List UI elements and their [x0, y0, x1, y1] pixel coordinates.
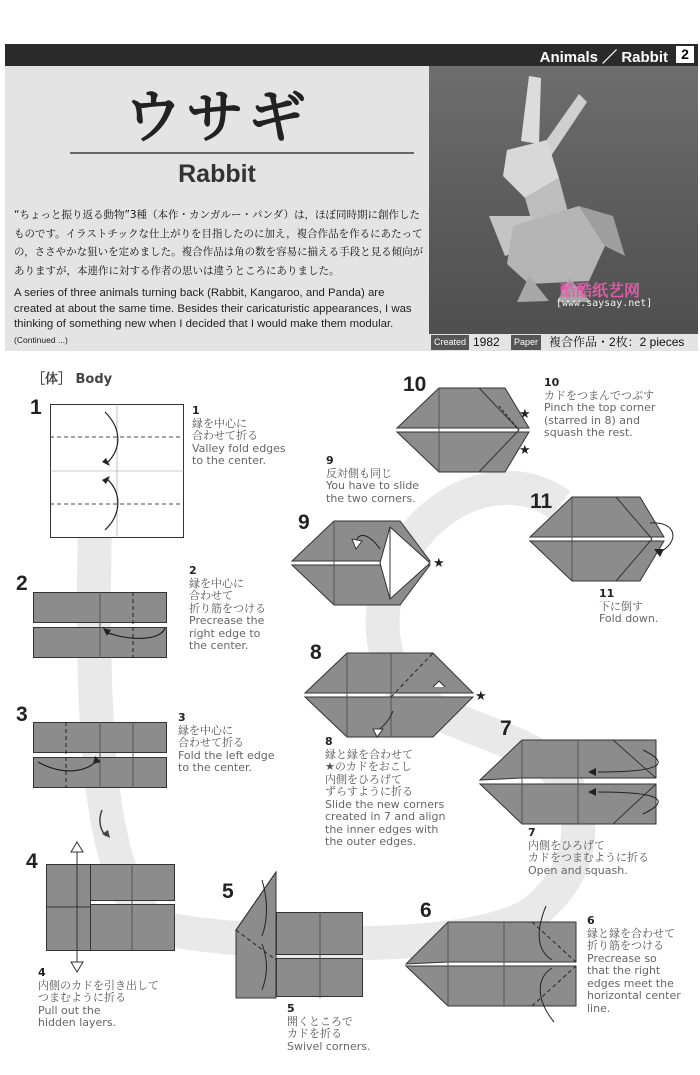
- step-6-caption-number: 6: [587, 914, 595, 927]
- step-1-caption-number: 1: [192, 404, 200, 417]
- step-7-text-en: Open and squash.: [528, 863, 628, 877]
- step-8-text-jp: 縁と縁を合わせて ★のカドをおこし 内側をひろげて ずらすように折る: [325, 747, 413, 798]
- step-9-text-jp: 反対側も同じ: [326, 466, 392, 480]
- step-11-diagram: [528, 495, 688, 585]
- step-2-number: 2: [16, 572, 28, 595]
- top-bar: [5, 44, 698, 66]
- step-2-caption: [189, 565, 266, 653]
- step-1-caption: [192, 405, 286, 468]
- page-title-en: Rabbit: [178, 160, 256, 188]
- meta-bar: [429, 334, 698, 351]
- step-4-text-jp: 内側のカドを引き出して つまむように折る: [38, 978, 159, 1004]
- step-1-diagram: [50, 404, 184, 538]
- step-6-number: 6: [420, 899, 432, 922]
- step-11-caption: [599, 588, 658, 626]
- watermark-url: [www.saysay.net]: [556, 298, 653, 309]
- step-8-diagram: [303, 651, 493, 741]
- step-6-diagram: [404, 920, 584, 1010]
- step-5-caption-number: 5: [287, 1002, 295, 1015]
- step-6-caption: [587, 915, 681, 1015]
- step-5-text-jp: 開くところで カドを折る: [287, 1014, 353, 1040]
- step-10-text-jp: カドをつまんでつぶす: [544, 388, 654, 402]
- step-3-text-jp: 縁を中心に 合わせて折る: [178, 723, 244, 749]
- step-3-caption: [178, 712, 275, 775]
- step-11-text-en: Fold down.: [599, 612, 659, 625]
- step-5-text-en: Swivel corners.: [287, 1039, 371, 1053]
- step-8-text-en: Slide the new corners created in 7 and align the inner edges with the outer edges.: [325, 797, 446, 848]
- step-4-number: 4: [26, 850, 38, 873]
- step-10-caption-number: 10: [544, 376, 560, 389]
- step-6-text-jp: 縁と縁を合わせて 折り筋をつける: [587, 926, 675, 952]
- title-divider: [70, 152, 414, 154]
- step-10-number: 10: [403, 373, 427, 396]
- section-title: ［体］ Body: [32, 372, 113, 387]
- star-icon: ★: [433, 556, 445, 571]
- step-4-caption: [38, 967, 159, 1030]
- step-11-number: 11: [530, 490, 553, 513]
- star-icon: ★: [519, 443, 531, 458]
- step-2-text-en: Precrease the right edge to the center.: [189, 614, 265, 652]
- step-7-diagram: [478, 738, 668, 828]
- created-label: Created: [431, 335, 469, 350]
- step-8-number: 8: [310, 641, 322, 664]
- paper-label: Paper: [511, 335, 541, 350]
- description-jp: “ちょっと振り返る動物”3種（本作・カンガルー・パンダ）は，ほぼ同時期に創作したものです。イラストチックな仕上がりを目指したのに加え，複合作品を作るにあたっての，ささやかな狙いを定めました。複合作品は角の数を容易に揃える手段と見る傾向がありますが，本連作に対する作者の思いは違うところにありました。: [14, 209, 424, 277]
- step-11-caption-number: 11: [599, 587, 615, 600]
- created-value: 1982: [473, 335, 500, 349]
- step-1-number: 1: [30, 396, 42, 419]
- page-number: 2: [676, 46, 694, 63]
- step-3-caption-number: 3: [178, 711, 186, 724]
- step-7-number: 7: [500, 717, 512, 740]
- step-3-diagram: [33, 722, 167, 788]
- step-7-caption-number: 7: [528, 826, 536, 839]
- step-4-diagram: [44, 842, 178, 972]
- step-2-diagram: [33, 592, 173, 658]
- step-1-text-jp: 縁を中心に 合わせて折る: [192, 416, 258, 442]
- step-8-caption-number: 8: [325, 735, 333, 748]
- continued-note: (Continued ...): [14, 334, 68, 345]
- flow-arrow-down-icon: [96, 808, 116, 840]
- step-6-text-en: Precrease so that the right edges meet the horizontal center line.: [587, 951, 681, 1015]
- step-3-text-en: Fold the left edge to the center.: [178, 748, 275, 774]
- step-2-text-jp: 縁を中心に 合わせて 折り筋をつける: [189, 576, 266, 615]
- watermark-site-name: 酷酷纸艺网: [560, 281, 641, 300]
- step-1-text-en: Valley fold edges to the center.: [192, 441, 286, 467]
- step-11-text-jp: 下に倒す: [599, 599, 643, 613]
- description-en-text: A series of three animals turning back (Rabbit, Kangaroo, and Panda) are created at about the same time. Besides their caricaturistic appearances, I was thinking of something new when I decided that I would make them modular.: [14, 287, 412, 330]
- step-5-caption: [287, 1003, 370, 1053]
- step-4-text-en: Pull out the hidden layers.: [38, 1003, 117, 1029]
- step-5-diagram: [232, 870, 366, 1000]
- star-icon: ★: [475, 689, 487, 704]
- step-2-caption-number: 2: [189, 564, 197, 577]
- step-9-text-en: You have to slide the two corners.: [326, 479, 420, 505]
- step-5-number: 5: [222, 880, 234, 903]
- step-10-caption: [544, 377, 655, 440]
- step-9-caption-number: 9: [326, 454, 334, 467]
- step-10-text-en: Pinch the top corner (starred in 8) and squash the rest.: [544, 401, 656, 439]
- step-7-text-jp: 内側をひろげて カドをつまむように折る: [528, 838, 649, 864]
- step-4-caption-number: 4: [38, 966, 46, 979]
- breadcrumb: Animals ／ Rabbit: [539, 49, 668, 66]
- step-10-diagram: [395, 386, 545, 476]
- description-en: [14, 286, 424, 348]
- step-9-diagram: [290, 519, 450, 609]
- step-3-number: 3: [16, 703, 28, 726]
- step-8-caption: [325, 736, 445, 849]
- star-icon: ★: [519, 407, 531, 422]
- paper-value: 複合作品・2枚：2 pieces: [549, 335, 685, 349]
- step-9-number: 9: [298, 511, 310, 534]
- page-title-jp: ウサギ: [123, 83, 310, 151]
- step-7-caption: [528, 827, 649, 877]
